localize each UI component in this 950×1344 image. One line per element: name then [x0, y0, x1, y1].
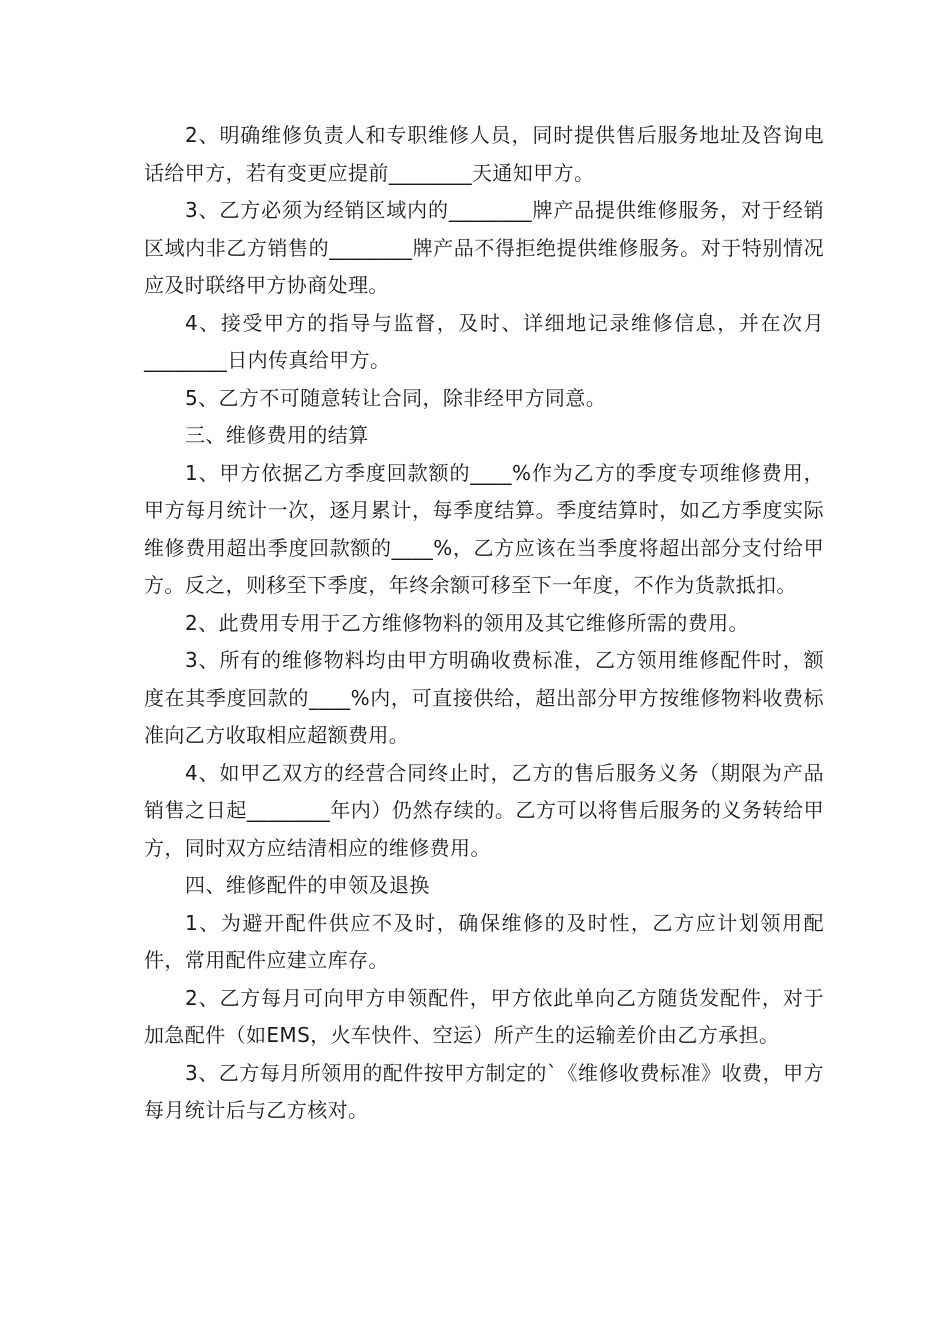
clause-4-supervision: 4、接受甲方的指导与监督，及时、详细地记录维修信息，并在次月________日内传真给甲方。 [144, 310, 824, 372]
clause-3-material-standard: 3、所有的维修物料均由甲方明确收费标准，乙方领用维修配件时，额度在其季度回款的____%内，可直接供给，超出部分甲方按维修物料收费标准向乙方收取相应超额费用。 [144, 648, 824, 747]
clause-2-repair-staff: 2、明确维修负责人和专职维修人员，同时提供售后服务地址及咨询电话给甲方，若有变更应提前________天通知甲方。 [144, 123, 824, 185]
clause-4-contract-termination: 4、如甲乙双方的经营合同终止时，乙方的售后服务义务（期限为产品销售之日起________年内）仍然存续的。乙方可以将售后服务的义务转给甲方，同时双方应结清相应的维修费用。 [144, 760, 824, 860]
section-heading-parts-request: 四、维修配件的申领及退换 [185, 873, 430, 897]
clause-1-repair-fee: 1、甲方依据乙方季度回款额的____%作为乙方的季度专项维修费用，甲方每月统计一次，逐月累计，每季度结算。季度结算时，如乙方季度实际维修费用超出季度回款额的____%，乙方应该在当季度将超出部分支付给甲方。反之，则移至下季度，年终余额可移至下一年度，不作为货款抵扣。 [144, 460, 824, 597]
clause-5-no-transfer: 5、乙方不可随意转让合同，除非经甲方同意。 [185, 385, 607, 410]
section-heading-cost-settlement: 三、维修费用的结算 [185, 423, 369, 447]
clause-3-repair-service: 3、乙方必须为经销区域内的________牌产品提供维修服务，对于经销区域内非乙方销售的________牌产品不得拒绝提供维修服务。对于特别情况应及时联络甲方协商处理。 [144, 198, 824, 297]
clause-3-parts-billing: 3、乙方每月所领用的配件按甲方制定的`《维修收费标准》收费，甲方每月统计后与乙方核对。 [144, 1060, 824, 1122]
clause-2-fee-usage: 2、此费用专用于乙方维修物料的领用及其它维修所需的费用。 [185, 610, 749, 635]
document-body [144, 117, 824, 1130]
clause-1-parts-planning: 1、为避开配件供应不及时，确保维修的及时性，乙方应计划领用配件，常用配件应建立库存。 [144, 910, 824, 972]
clause-2-parts-request: 2、乙方每月可向甲方申领配件，甲方依此单向乙方随货发配件，对于加急配件（如EMS，火车快件、空运）所产生的运输差价由乙方承担。 [144, 985, 824, 1047]
